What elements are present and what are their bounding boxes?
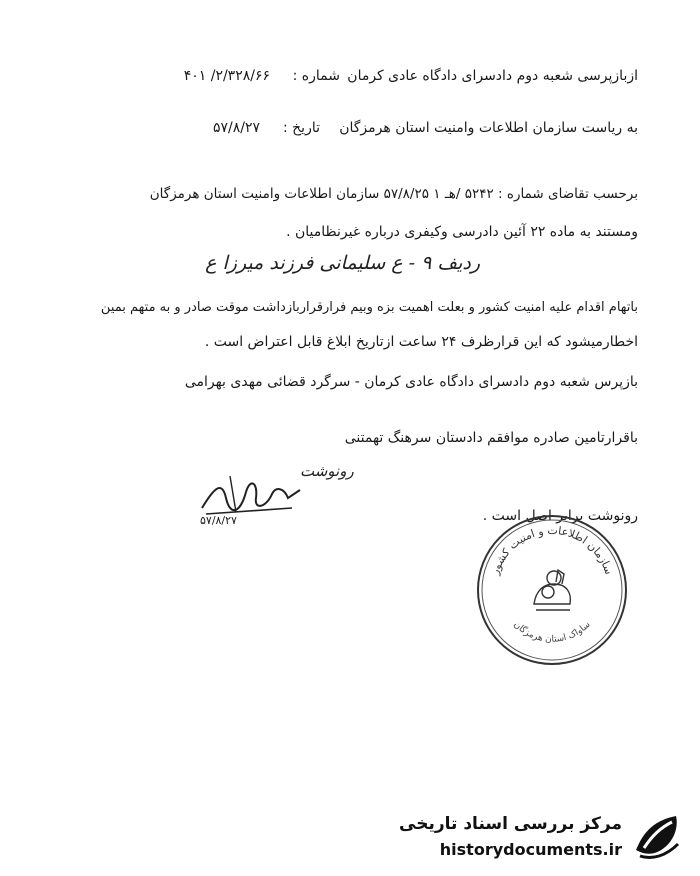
seal-top-text: سازمان اطلاعات و امنیت کشور [488,523,616,577]
logo-title: مرکز بررسی اسناد تاریخی [399,814,622,834]
handwritten-row: ردیف ۹ - ع سلیمانی فرزند میرزا ع [205,252,480,274]
issuer-line: بازپرس شعبه دوم دادسرای دادگاه عادی کرمان - سرگرد قضائی مهدی بهرامی [184,374,638,390]
logo-url: historydocuments.ir [439,840,622,859]
paragraph2-line2: اخطارمیشود که این قرارظرف ۲۴ ساعت ازتاریخ ابلاغ قابل اعتراض است . [204,334,638,350]
seal-bottom-text: ساواک استان هرمزگان [511,619,593,645]
date-value: ۵۷/۸/۲۷ [212,120,260,136]
date-label: تاریخ : [282,120,320,136]
paragraph1-line2: ومستند به ماده ۲۲ آئین دادرسی وکیفری درباره غیرنظامیان . [286,224,638,240]
book-icon [630,810,686,866]
paragraph2-line1: باتهام اقدام علیه امنیت کشور و بعلت اهمیت بزه وبیم فرارقراربازداشت موقت صادر و به متهم بمین [100,300,638,315]
number-label: شماره : [292,68,340,84]
lion-emblem-icon [534,570,570,610]
signature-date: ۵۷/۸/۲۷ [200,514,237,527]
svg-text:ساواک استان هرمزگان [511,620,592,645]
paragraph1-line1: برحسب تقاضای شماره : ۵۲۴۲ /هـ ۱ ۵۷/۸/۲۵ سازمان اطلاعات وامنیت استان هرمزگان [149,186,638,202]
copy-line: رونوشت برابر اصل است . [482,508,638,524]
approval-line: باقرارتامین صادره موافقم دادستان سرهنگ تهمتنی [344,430,638,446]
to-line: به ریاست سازمان اطلاعات وامنیت استان هرمزگان [339,120,638,136]
from-line: ازبازپرسی شعبه دوم دادسرای دادگاه عادی کرمان [347,68,638,84]
signature-note: رونوشت [300,462,354,480]
archive-logo [400,808,692,868]
official-seal [474,512,630,668]
number-value: ۲/۳۲۸/۶۶/ ۴۰۱ [183,68,270,84]
